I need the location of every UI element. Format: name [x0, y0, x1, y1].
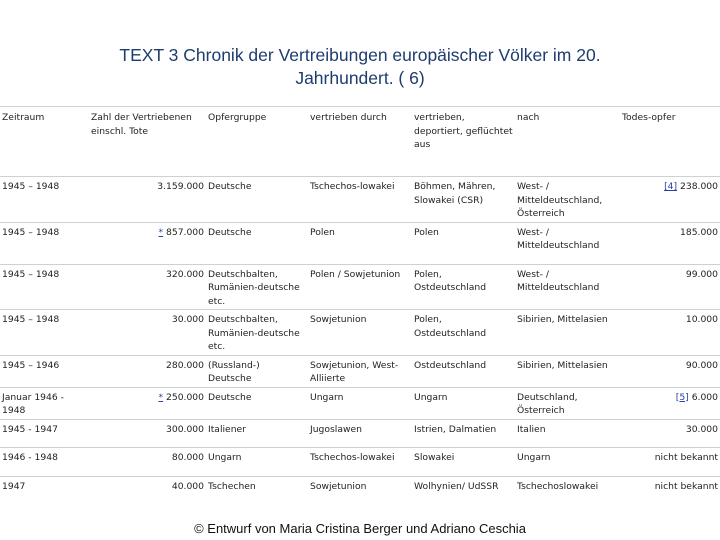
- cell-zahl: [86, 476, 206, 509]
- cell-vertrieben-aus: Ostdeutschland: [412, 355, 515, 387]
- cell-todesopfer-value: 90.000: [685, 359, 718, 371]
- cell-todesopfer: [618, 447, 720, 476]
- cell-opfergruppe: Ungarn: [206, 447, 308, 476]
- cell-vertrieben-durch: Tschechos-lowakei: [308, 177, 412, 223]
- cell-opfergruppe: Deutsche: [206, 222, 308, 264]
- cell-opfergruppe: Italiener: [206, 419, 308, 447]
- cell-vertrieben-aus: Polen, Ostdeutschland: [412, 264, 515, 310]
- cell-todesopfer: [618, 222, 720, 264]
- cell-vertrieben-durch: Tschechos-lowakei: [308, 447, 412, 476]
- cell-todesopfer-value: nicht bekannt: [654, 480, 718, 492]
- footnote-link[interactable]: [5]: [675, 391, 689, 403]
- cell-opfergruppe: Deutschbalten, Rumänien-deutsche etc.: [206, 264, 308, 310]
- table-row: [0, 264, 720, 310]
- cell-todesopfer: [618, 355, 720, 387]
- cell-todesopfer: [618, 264, 720, 310]
- header-todesopfer: Todes-opfer: [618, 107, 720, 177]
- cell-opfergruppe: Tschechen: [206, 476, 308, 509]
- cell-opfergruppe: Deutsche: [206, 177, 308, 223]
- cell-vertrieben-aus: Wolhynien/ UdSSR: [412, 476, 515, 509]
- cell-zahl-value: 3.159.000: [157, 181, 204, 192]
- footnote-link[interactable]: [4]: [664, 181, 678, 192]
- table-row: [0, 177, 720, 223]
- cell-zeitraum: 1945 – 1946: [0, 355, 86, 387]
- cell-zahl-value: 300.000: [166, 423, 204, 435]
- cell-vertrieben-durch: Polen / Sowjetunion: [308, 264, 412, 310]
- cell-zahl-value: 280.000: [166, 359, 204, 371]
- cell-zeitraum: 1945 – 1948: [0, 264, 86, 310]
- copyright-footer: © Entwurf von Maria Cristina Berger und Adriano Ceschia: [194, 521, 526, 536]
- cell-todesopfer-value: 185.000: [680, 226, 718, 238]
- cell-zahl: [86, 222, 206, 264]
- cell-zahl: [86, 310, 206, 356]
- cell-zahl-value: 250.000: [166, 391, 204, 403]
- cell-nach: Italien: [515, 419, 618, 447]
- cell-vertrieben-aus: Ungarn: [412, 387, 515, 419]
- title-line-2: Jahrhundert. ( 6): [295, 68, 425, 88]
- cell-opfergruppe: Deutschbalten, Rumänien-deutsche etc.: [206, 310, 308, 356]
- cell-opfergruppe: Deutsche: [206, 387, 308, 419]
- expulsion-table: [0, 106, 720, 509]
- table-row: [0, 222, 720, 264]
- cell-zahl: [86, 419, 206, 447]
- cell-todesopfer-value: 10.000: [685, 314, 718, 325]
- cell-nach: Tschechoslowakei: [515, 476, 618, 509]
- header-zahl: Zahl der Vertriebenen einschl. Tote: [86, 107, 206, 177]
- cell-zeitraum: Januar 1946 - 1948: [0, 387, 86, 419]
- table-row: [0, 447, 720, 476]
- cell-nach: West- / Mitteldeutschland: [515, 264, 618, 310]
- table-header-row: [0, 107, 720, 177]
- cell-nach: Ungarn: [515, 447, 618, 476]
- table-row: [0, 476, 720, 509]
- cell-vertrieben-aus: Böhmen, Mähren, Slowakei (CSR): [412, 177, 515, 223]
- table-row: [0, 355, 720, 387]
- cell-todesopfer-value: nicht bekannt: [654, 451, 718, 463]
- cell-todesopfer: [618, 476, 720, 509]
- cell-zahl-value: 857.000: [166, 226, 204, 238]
- cell-todesopfer-value: 99.000: [685, 268, 718, 280]
- cell-zahl: [86, 447, 206, 476]
- cell-vertrieben-durch: Sowjetunion: [308, 476, 412, 509]
- cell-todesopfer-value: 6.000: [691, 391, 718, 403]
- cell-vertrieben-aus: Polen: [412, 222, 515, 264]
- cell-vertrieben-aus: Istrien, Dalmatien: [412, 419, 515, 447]
- cell-zeitraum: 1945 – 1948: [0, 177, 86, 223]
- title-line-1: TEXT 3 Chronik der Vertreibungen europäischer Völker im 20.: [119, 45, 601, 65]
- cell-vertrieben-durch: Sowjetunion: [308, 310, 412, 356]
- cell-todesopfer-value: 30.000: [685, 423, 718, 435]
- cell-vertrieben-aus: Polen, Ostdeutschland: [412, 310, 515, 356]
- header-vertrieben-aus: vertrieben, deportiert, geflüchtet aus: [412, 107, 515, 177]
- cell-vertrieben-aus: Slowakei: [412, 447, 515, 476]
- cell-opfergruppe: (Russland-) Deutsche: [206, 355, 308, 387]
- cell-vertrieben-durch: Polen: [308, 222, 412, 264]
- header-vertrieben-durch: vertrieben durch: [308, 107, 412, 177]
- cell-zahl-value: 320.000: [166, 268, 204, 280]
- cell-zahl-value: 40.000: [171, 480, 204, 492]
- header-opfergruppe: Opfergruppe: [206, 107, 308, 177]
- footnote-link[interactable]: *: [158, 391, 164, 403]
- cell-nach: Sibirien, Mittelasien: [515, 310, 618, 356]
- cell-zeitraum: 1947: [0, 476, 86, 509]
- cell-zeitraum: 1945 – 1948: [0, 310, 86, 356]
- cell-zeitraum: 1945 - 1947: [0, 419, 86, 447]
- cell-zahl-value: 80.000: [171, 451, 204, 463]
- cell-zahl: [86, 177, 206, 223]
- cell-todesopfer: [618, 177, 720, 223]
- cell-nach: Deutschland, Österreich: [515, 387, 618, 419]
- table-row: [0, 419, 720, 447]
- cell-vertrieben-durch: Jugoslawen: [308, 419, 412, 447]
- page-title: [0, 44, 720, 90]
- table-row: [0, 387, 720, 419]
- cell-vertrieben-durch: Sowjetunion, West-Alliierte: [308, 355, 412, 387]
- cell-todesopfer: [618, 419, 720, 447]
- header-nach: nach: [515, 107, 618, 177]
- table-row: [0, 310, 720, 356]
- cell-nach: West- / Mitteldeutschland: [515, 222, 618, 264]
- cell-zahl: [86, 355, 206, 387]
- cell-todesopfer-value: 238.000: [680, 181, 718, 192]
- cell-zahl-value: 30.000: [171, 314, 204, 325]
- cell-zeitraum: 1945 – 1948: [0, 222, 86, 264]
- cell-nach: Sibirien, Mittelasien: [515, 355, 618, 387]
- cell-vertrieben-durch: Ungarn: [308, 387, 412, 419]
- cell-todesopfer: [618, 387, 720, 419]
- header-zeitraum: Zeitraum: [0, 107, 86, 177]
- cell-todesopfer: [618, 310, 720, 356]
- cell-zeitraum: 1946 - 1948: [0, 447, 86, 476]
- cell-nach: West- / Mitteldeutschland, Österreich: [515, 177, 618, 223]
- footnote-link[interactable]: *: [158, 226, 164, 238]
- cell-zahl: [86, 264, 206, 310]
- cell-zahl: [86, 387, 206, 419]
